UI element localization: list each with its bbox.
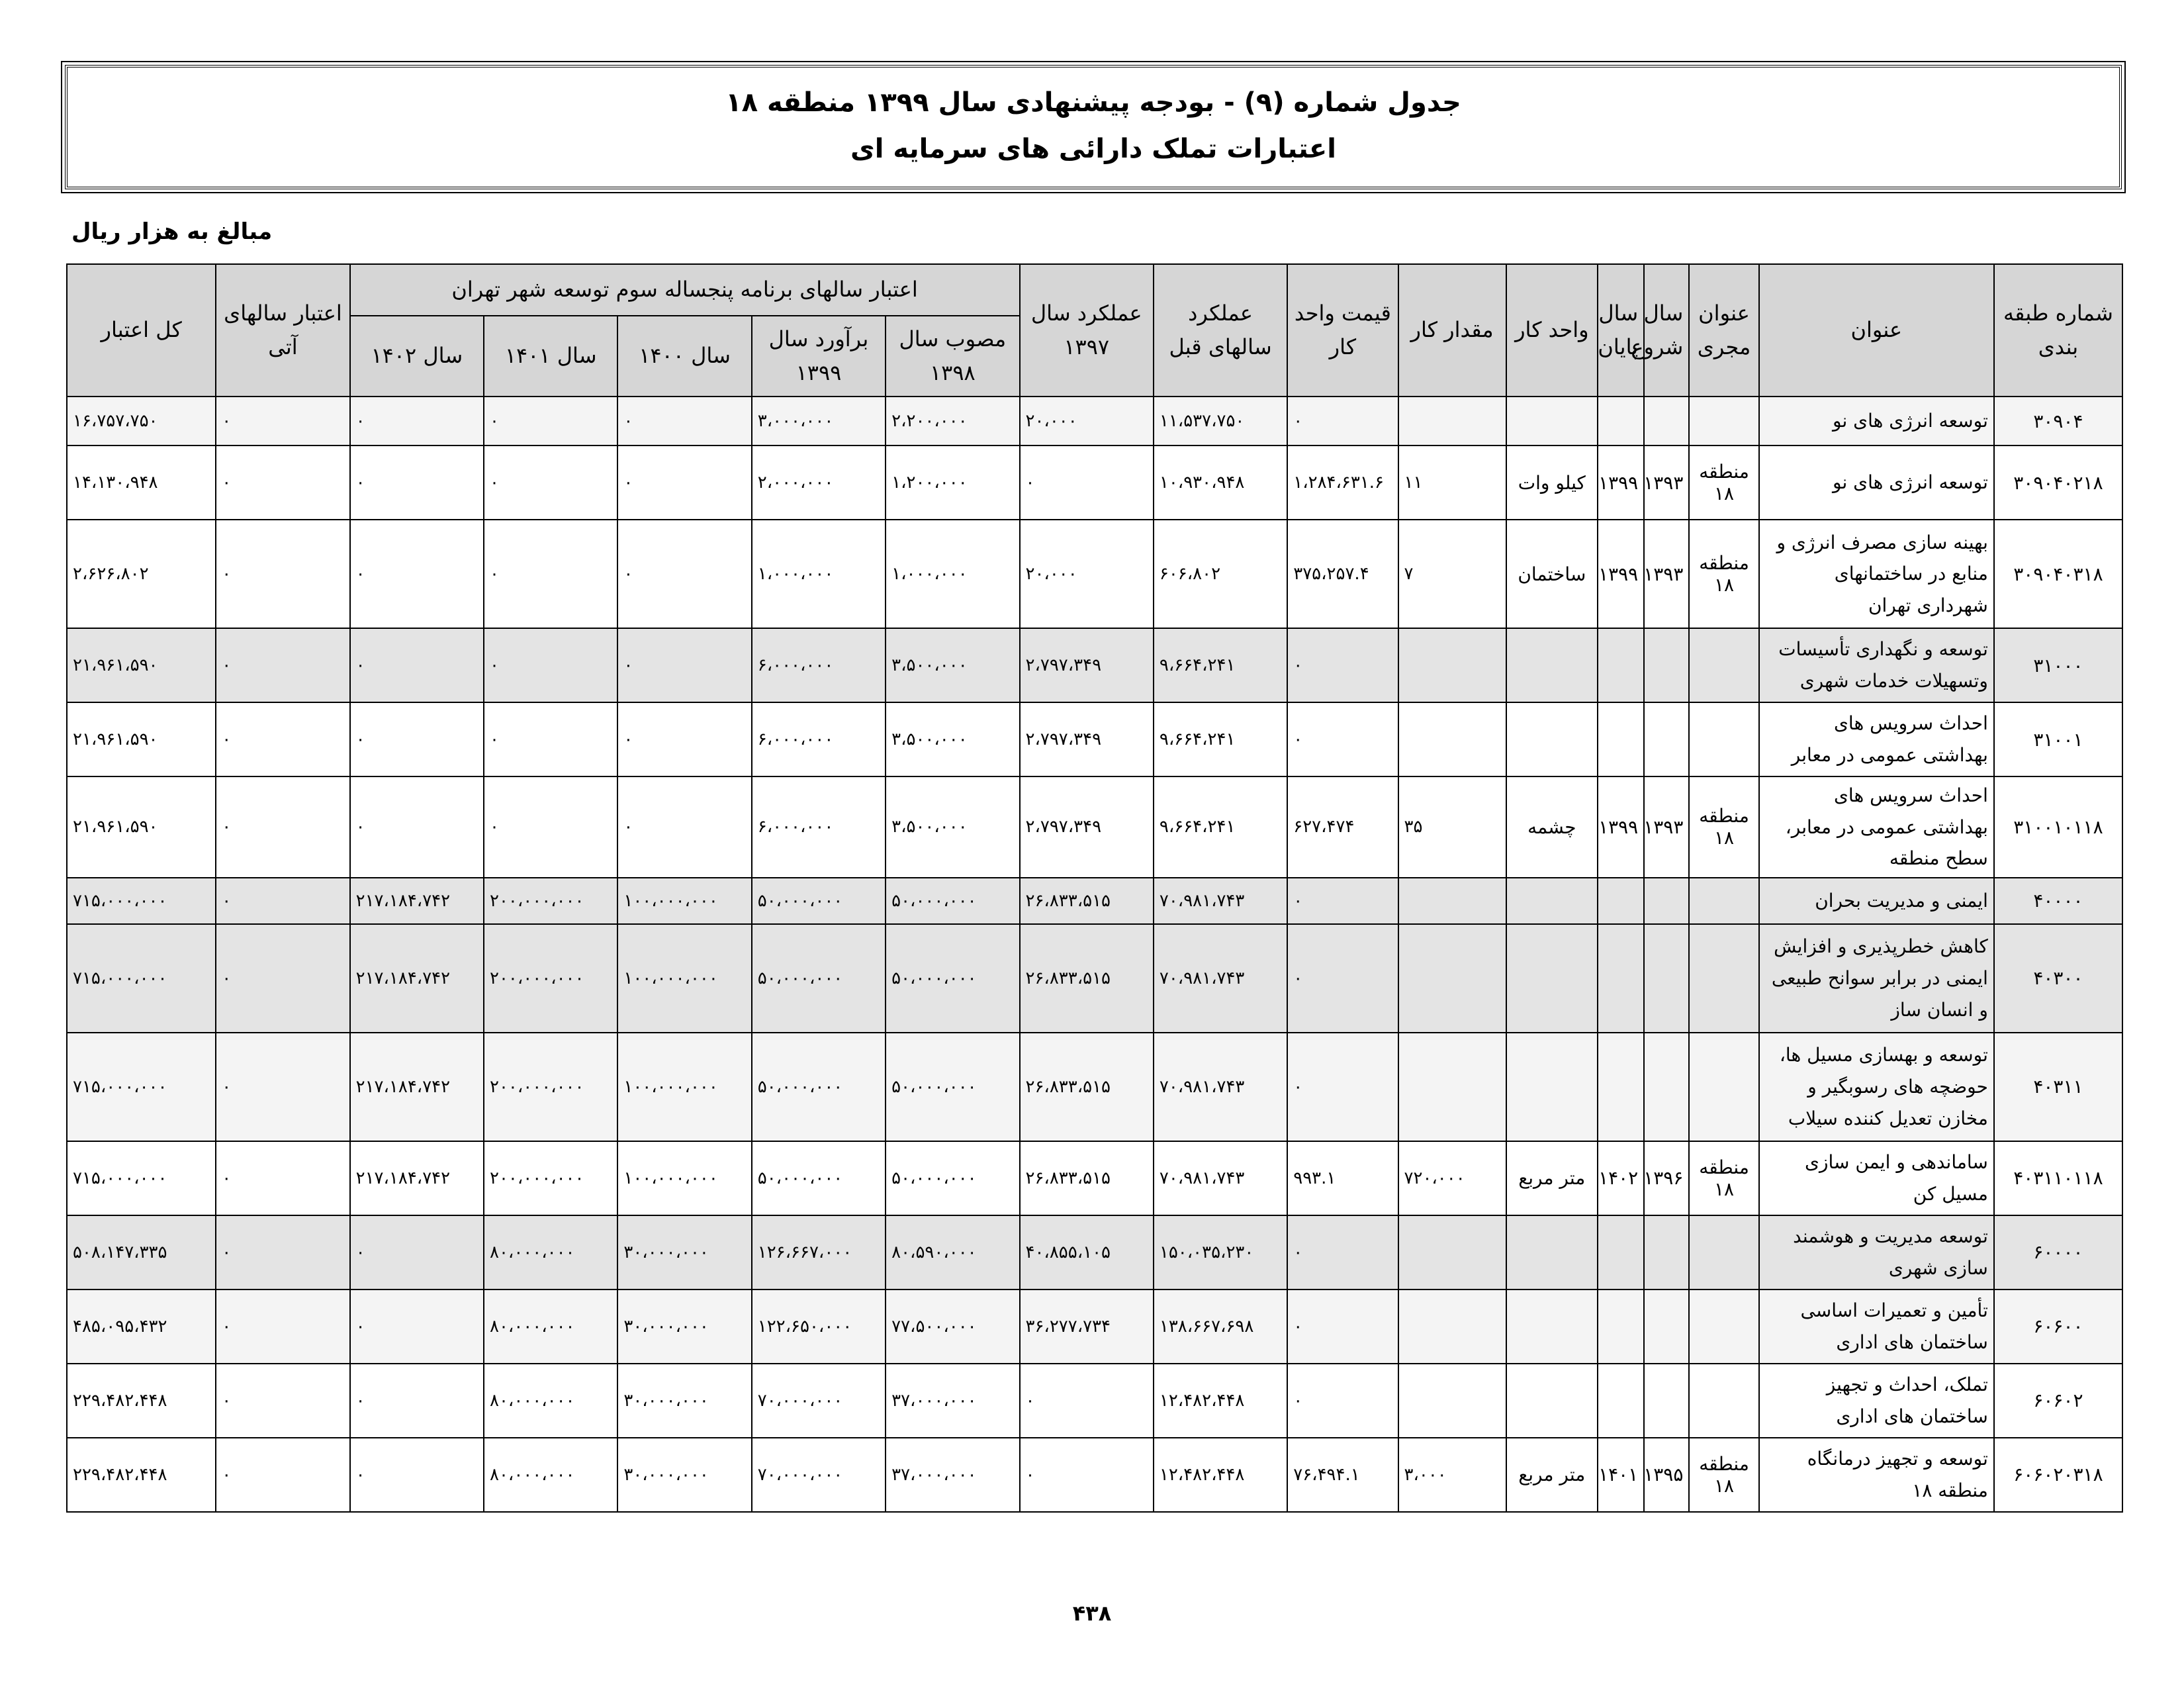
row-start-year: ۱۳۹۳ [1644,520,1689,628]
row-approved-1398: ۳،۵۰۰،۰۰۰ [886,776,1019,878]
row-code: ۴۰۰۰۰ [1994,878,2122,924]
row-code: ۳۱۰۰۱۰۱۱۸ [1994,776,2122,878]
row-executor [1689,1215,1758,1289]
row-title: ایمنی و مدیریت بحران [1759,878,1994,924]
row-unit-price: ۶۲۷،۴۷۴ [1287,776,1398,878]
row-year-1402: ۰ [350,520,484,628]
header-performance-1397: عملکرد سال ۱۳۹۷ [1020,264,1154,397]
row-executor: منطقه ۱۸ [1689,520,1758,628]
row-work-amount: ۳،۰۰۰ [1398,1438,1506,1512]
row-work-unit [1506,397,1598,445]
row-end-year: ۱۳۹۹ [1598,520,1644,628]
row-executor [1689,628,1758,702]
row-end-year: ۱۳۹۹ [1598,445,1644,520]
row-estimate-1399: ۵۰،۰۰۰،۰۰۰ [752,878,886,924]
row-work-unit: متر مربع [1506,1438,1598,1512]
table-row [67,1438,2122,1512]
row-prev-performance: ۱۰،۹۳۰،۹۴۸ [1154,445,1287,520]
row-total: ۲۱،۹۶۱،۵۹۰ [67,628,216,702]
row-approved-1398: ۵۰،۰۰۰،۰۰۰ [886,1141,1019,1215]
row-start-year [1644,924,1689,1033]
row-start-year [1644,1289,1689,1364]
row-year-1400: ۰ [617,397,751,445]
row-year-1400: ۱۰۰،۰۰۰،۰۰۰ [617,1033,751,1141]
row-end-year [1598,628,1644,702]
table-row [67,776,2122,878]
row-future: ۰ [216,1033,349,1141]
row-future: ۰ [216,397,349,445]
row-start-year: ۱۳۹۳ [1644,445,1689,520]
row-end-year [1598,397,1644,445]
table-row [67,878,2122,924]
row-approved-1398: ۳۷،۰۰۰،۰۰۰ [886,1364,1019,1438]
row-year-1401: ۰ [484,397,617,445]
header-year-1401: سال ۱۴۰۱ [484,316,617,397]
row-prev-performance: ۱۱،۵۳۷،۷۵۰ [1154,397,1287,445]
row-estimate-1399: ۵۰،۰۰۰،۰۰۰ [752,924,886,1033]
row-performance-1397: ۲،۷۹۷،۳۴۹ [1020,776,1154,878]
row-work-unit: متر مربع [1506,1141,1598,1215]
row-unit-price: ۰ [1287,1364,1398,1438]
row-work-unit: کیلو وات [1506,445,1598,520]
row-title: توسعه انرژی های نو [1759,445,1994,520]
row-year-1400: ۱۰۰،۰۰۰،۰۰۰ [617,1141,751,1215]
row-work-amount: ۷ [1398,520,1506,628]
row-year-1402: ۰ [350,1438,484,1512]
row-unit-price: ۱،۲۸۴،۶۳۱.۶ [1287,445,1398,520]
header-prev-performance: عملکرد سالهای قبل [1154,264,1287,397]
row-future: ۰ [216,1438,349,1512]
row-end-year [1598,702,1644,776]
row-year-1402: ۰ [350,1364,484,1438]
row-future: ۰ [216,776,349,878]
row-prev-performance: ۱۳۸،۶۶۷،۶۹۸ [1154,1289,1287,1364]
row-year-1402: ۰ [350,397,484,445]
row-start-year [1644,878,1689,924]
table-row [67,628,2122,702]
row-future: ۰ [216,924,349,1033]
header-approved-1398: مصوب سال ۱۳۹۸ [886,316,1019,397]
row-executor [1689,1364,1758,1438]
table-subtitle: اعتبارات تملک دارائی های سرمایه ای [850,134,1336,164]
budget-table [66,263,2123,1513]
row-year-1402: ۲۱۷،۱۸۴،۷۴۲ [350,1033,484,1141]
row-year-1401: ۰ [484,776,617,878]
row-work-amount [1398,397,1506,445]
row-start-year [1644,1033,1689,1141]
row-executor [1689,924,1758,1033]
row-executor [1689,1289,1758,1364]
title-box [65,65,2122,189]
row-unit-price: ۹۹۳.۱ [1287,1141,1398,1215]
row-estimate-1399: ۱،۰۰۰،۰۰۰ [752,520,886,628]
row-start-year [1644,628,1689,702]
row-year-1402: ۰ [350,445,484,520]
row-year-1400: ۳۰،۰۰۰،۰۰۰ [617,1215,751,1289]
table-row [67,1141,2122,1215]
row-work-unit [1506,1364,1598,1438]
row-code: ۶۰۰۰۰ [1994,1215,2122,1289]
row-title: تملک، احداث و تجهیز ساختمان های اداری [1759,1364,1994,1438]
row-end-year [1598,1289,1644,1364]
row-year-1401: ۰ [484,628,617,702]
header-year-1402: سال ۱۴۰۲ [350,316,484,397]
row-year-1401: ۲۰۰،۰۰۰،۰۰۰ [484,1033,617,1141]
row-work-amount [1398,628,1506,702]
header-executor: عنوان مجری [1689,264,1758,397]
row-work-unit [1506,1289,1598,1364]
row-code: ۶۰۶۰۲ [1994,1364,2122,1438]
row-prev-performance: ۷۰،۹۸۱،۷۴۳ [1154,1141,1287,1215]
header-work-unit: واحد کار [1506,264,1598,397]
row-estimate-1399: ۱۲۶،۶۶۷،۰۰۰ [752,1215,886,1289]
row-year-1402: ۲۱۷،۱۸۴،۷۴۲ [350,878,484,924]
row-total: ۷۱۵،۰۰۰،۰۰۰ [67,1033,216,1141]
row-year-1400: ۰ [617,776,751,878]
row-code: ۳۰۹۰۴۰۳۱۸ [1994,520,2122,628]
row-unit-price: ۰ [1287,628,1398,702]
row-unit-price: ۰ [1287,397,1398,445]
row-end-year [1598,1364,1644,1438]
row-year-1401: ۸۰،۰۰۰،۰۰۰ [484,1364,617,1438]
row-year-1400: ۰ [617,702,751,776]
table-row [67,1033,2122,1141]
row-unit-price: ۰ [1287,878,1398,924]
row-total: ۴۸۵،۰۹۵،۴۳۲ [67,1289,216,1364]
row-approved-1398: ۷۷،۵۰۰،۰۰۰ [886,1289,1019,1364]
row-work-amount [1398,924,1506,1033]
row-work-amount [1398,1215,1506,1289]
row-performance-1397: ۲۶،۸۳۳،۵۱۵ [1020,924,1154,1033]
row-performance-1397: ۰ [1020,1364,1154,1438]
row-work-amount [1398,1364,1506,1438]
row-year-1401: ۸۰،۰۰۰،۰۰۰ [484,1289,617,1364]
row-title: توسعه مدیریت و هوشمند سازی شهری [1759,1215,1994,1289]
row-executor [1689,397,1758,445]
row-unit-price: ۰ [1287,1215,1398,1289]
row-performance-1397: ۴۰،۸۵۵،۱۰۵ [1020,1215,1154,1289]
row-start-year [1644,397,1689,445]
row-estimate-1399: ۷۰،۰۰۰،۰۰۰ [752,1438,886,1512]
row-performance-1397: ۲۰،۰۰۰ [1020,520,1154,628]
row-year-1401: ۸۰،۰۰۰،۰۰۰ [484,1438,617,1512]
row-code: ۴۰۳۰۰ [1994,924,2122,1033]
row-work-amount: ۷۲۰،۰۰۰ [1398,1141,1506,1215]
row-title: توسعه و بهسازی مسیل ها، حوضچه های رسوبگیر و مخازن تعدیل کننده سیلاب [1759,1033,1994,1141]
row-executor [1689,878,1758,924]
row-year-1400: ۳۰،۰۰۰،۰۰۰ [617,1438,751,1512]
row-year-1400: ۰ [617,520,751,628]
row-year-1402: ۲۱۷،۱۸۴،۷۴۲ [350,1141,484,1215]
row-work-unit: چشمه [1506,776,1598,878]
row-year-1402: ۰ [350,776,484,878]
row-performance-1397: ۰ [1020,1438,1154,1512]
row-approved-1398: ۵۰،۰۰۰،۰۰۰ [886,878,1019,924]
row-future: ۰ [216,520,349,628]
row-year-1402: ۰ [350,702,484,776]
row-work-amount [1398,702,1506,776]
row-estimate-1399: ۶،۰۰۰،۰۰۰ [752,702,886,776]
row-work-unit [1506,1215,1598,1289]
row-estimate-1399: ۱۲۲،۶۵۰،۰۰۰ [752,1289,886,1364]
table-row [67,445,2122,520]
row-performance-1397: ۰ [1020,445,1154,520]
unit-note: مبالغ به هزار ریال [71,218,273,245]
row-performance-1397: ۲۰،۰۰۰ [1020,397,1154,445]
row-performance-1397: ۲،۷۹۷،۳۴۹ [1020,628,1154,702]
row-title: توسعه انرژی های نو [1759,397,1994,445]
row-year-1402: ۲۱۷،۱۸۴،۷۴۲ [350,924,484,1033]
header-estimate-1399: برآورد سال ۱۳۹۹ [752,316,886,397]
row-approved-1398: ۸۰،۵۹۰،۰۰۰ [886,1215,1019,1289]
row-year-1401: ۲۰۰،۰۰۰،۰۰۰ [484,878,617,924]
row-work-amount: ۳۵ [1398,776,1506,878]
row-prev-performance: ۱۵۰،۰۳۵،۲۳۰ [1154,1215,1287,1289]
row-estimate-1399: ۵۰،۰۰۰،۰۰۰ [752,1141,886,1215]
row-title: توسعه و نگهداری تأسیسات وتسهیلات خدمات شهری [1759,628,1994,702]
header-plan-group: اعتبار سالهای برنامه پنجساله سوم توسعه شهر تهران [350,264,1020,316]
row-total: ۲۲۹،۴۸۲،۴۴۸ [67,1364,216,1438]
row-approved-1398: ۳،۵۰۰،۰۰۰ [886,702,1019,776]
row-code: ۴۰۳۱۱ [1994,1033,2122,1141]
row-year-1402: ۰ [350,1289,484,1364]
row-title: کاهش خطرپذیری و افزایش ایمنی در برابر سوانح طبیعی و انسان ساز [1759,924,1994,1033]
row-prev-performance: ۹،۶۶۴،۲۴۱ [1154,776,1287,878]
row-code: ۴۰۳۱۱۰۱۱۸ [1994,1141,2122,1215]
header-unit-price: قیمت واحد کار [1287,264,1398,397]
row-total: ۱۴،۱۳۰،۹۴۸ [67,445,216,520]
row-year-1401: ۸۰،۰۰۰،۰۰۰ [484,1215,617,1289]
row-work-unit [1506,702,1598,776]
row-code: ۳۱۰۰۱ [1994,702,2122,776]
row-estimate-1399: ۳،۰۰۰،۰۰۰ [752,397,886,445]
header-code: شماره طبقه بندی [1994,264,2122,397]
row-start-year [1644,1364,1689,1438]
row-year-1400: ۱۰۰،۰۰۰،۰۰۰ [617,924,751,1033]
row-title: تأمین و تعمیرات اساسی ساختمان های اداری [1759,1289,1994,1364]
table-row [67,1215,2122,1289]
row-total: ۲۱،۹۶۱،۵۹۰ [67,702,216,776]
row-total: ۲۲۹،۴۸۲،۴۴۸ [67,1438,216,1512]
header-future: اعتبار سالهای آتی [216,264,349,397]
row-code: ۶۰۶۰۲۰۳۱۸ [1994,1438,2122,1512]
row-total: ۵۰۸،۱۴۷،۳۳۵ [67,1215,216,1289]
row-performance-1397: ۲۶،۸۳۳،۵۱۵ [1020,1141,1154,1215]
row-executor: منطقه ۱۸ [1689,1141,1758,1215]
row-approved-1398: ۳،۵۰۰،۰۰۰ [886,628,1019,702]
row-unit-price: ۳۷۵،۲۵۷.۴ [1287,520,1398,628]
row-unit-price: ۰ [1287,1033,1398,1141]
row-end-year: ۱۳۹۹ [1598,776,1644,878]
row-future: ۰ [216,628,349,702]
row-year-1401: ۰ [484,520,617,628]
row-end-year: ۱۴۰۲ [1598,1141,1644,1215]
row-unit-price: ۰ [1287,924,1398,1033]
row-start-year: ۱۳۹۵ [1644,1438,1689,1512]
header-start-year: سال شروع [1644,264,1689,397]
row-prev-performance: ۷۰،۹۸۱،۷۴۳ [1154,924,1287,1033]
row-year-1402: ۰ [350,1215,484,1289]
row-executor: منطقه ۱۸ [1689,1438,1758,1512]
row-work-unit [1506,924,1598,1033]
row-future: ۰ [216,1289,349,1364]
row-future: ۰ [216,445,349,520]
header-title: عنوان [1759,264,1994,397]
header-year-1400: سال ۱۴۰۰ [617,316,751,397]
row-performance-1397: ۲۶،۸۳۳،۵۱۵ [1020,878,1154,924]
row-future: ۰ [216,878,349,924]
row-total: ۷۱۵،۰۰۰،۰۰۰ [67,878,216,924]
row-year-1401: ۲۰۰،۰۰۰،۰۰۰ [484,924,617,1033]
row-prev-performance: ۶۰۶،۸۰۲ [1154,520,1287,628]
row-year-1401: ۰ [484,702,617,776]
header-work-amount: مقدار کار [1398,264,1506,397]
row-executor: منطقه ۱۸ [1689,445,1758,520]
row-total: ۱۶،۷۵۷،۷۵۰ [67,397,216,445]
row-end-year [1598,1033,1644,1141]
table-row [67,1364,2122,1438]
row-work-unit [1506,1033,1598,1141]
row-estimate-1399: ۵۰،۰۰۰،۰۰۰ [752,1033,886,1141]
row-code: ۳۱۰۰۰ [1994,628,2122,702]
row-year-1400: ۱۰۰،۰۰۰،۰۰۰ [617,878,751,924]
row-total: ۷۱۵،۰۰۰،۰۰۰ [67,924,216,1033]
row-year-1401: ۲۰۰،۰۰۰،۰۰۰ [484,1141,617,1215]
row-prev-performance: ۷۰،۹۸۱،۷۴۳ [1154,878,1287,924]
table-row [67,924,2122,1033]
row-approved-1398: ۵۰،۰۰۰،۰۰۰ [886,1033,1019,1141]
row-title: احداث سرویس های بهداشتی عمومی در معابر، سطح منطقه [1759,776,1994,878]
row-end-year [1598,878,1644,924]
row-executor [1689,702,1758,776]
row-start-year: ۱۳۹۳ [1644,776,1689,878]
row-start-year: ۱۳۹۶ [1644,1141,1689,1215]
row-work-unit [1506,628,1598,702]
row-executor [1689,1033,1758,1141]
row-prev-performance: ۱۲،۴۸۲،۴۴۸ [1154,1364,1287,1438]
row-work-amount [1398,1289,1506,1364]
row-approved-1398: ۱،۰۰۰،۰۰۰ [886,520,1019,628]
row-title: بهینه سازی مصرف انرژی و منابع در ساختمانهای شهرداری تهران [1759,520,1994,628]
row-total: ۲،۶۲۶،۸۰۲ [67,520,216,628]
row-estimate-1399: ۶،۰۰۰،۰۰۰ [752,776,886,878]
row-year-1400: ۳۰،۰۰۰،۰۰۰ [617,1364,751,1438]
row-total: ۲۱،۹۶۱،۵۹۰ [67,776,216,878]
table-row [67,702,2122,776]
table-row [67,520,2122,628]
row-approved-1398: ۱،۲۰۰،۰۰۰ [886,445,1019,520]
row-unit-price: ۰ [1287,702,1398,776]
row-prev-performance: ۷۰،۹۸۱،۷۴۳ [1154,1033,1287,1141]
row-end-year: ۱۴۰۱ [1598,1438,1644,1512]
row-work-unit [1506,878,1598,924]
row-end-year [1598,1215,1644,1289]
page-number: ۴۳۸ [1072,1601,1112,1626]
table-title: جدول شماره (۹) - بودجه پیشنهادی سال ۱۳۹۹ منطقه ۱۸ [725,87,1461,118]
row-total: ۷۱۵،۰۰۰،۰۰۰ [67,1141,216,1215]
row-estimate-1399: ۷۰،۰۰۰،۰۰۰ [752,1364,886,1438]
row-unit-price: ۷۶،۴۹۴.۱ [1287,1438,1398,1512]
row-year-1402: ۰ [350,628,484,702]
row-work-amount [1398,878,1506,924]
row-prev-performance: ۱۲،۴۸۲،۴۴۸ [1154,1438,1287,1512]
row-executor: منطقه ۱۸ [1689,776,1758,878]
row-future: ۰ [216,1215,349,1289]
row-prev-performance: ۹،۶۶۴،۲۴۱ [1154,628,1287,702]
row-work-amount [1398,1033,1506,1141]
row-start-year [1644,702,1689,776]
row-title: ساماندهی و ایمن سازی مسیل کن [1759,1141,1994,1215]
row-year-1400: ۰ [617,445,751,520]
row-work-unit: ساختمان [1506,520,1598,628]
row-performance-1397: ۲،۷۹۷،۳۴۹ [1020,702,1154,776]
table-row [67,1289,2122,1364]
table-row [67,397,2122,445]
row-future: ۰ [216,702,349,776]
row-future: ۰ [216,1141,349,1215]
header-end-year: سال پایان [1598,264,1644,397]
row-end-year [1598,924,1644,1033]
row-title: احداث سرویس های بهداشتی عمومی در معابر [1759,702,1994,776]
row-year-1400: ۰ [617,628,751,702]
row-title: توسعه و تجهیز درمانگاه منطقه ۱۸ [1759,1438,1994,1512]
row-estimate-1399: ۲،۰۰۰،۰۰۰ [752,445,886,520]
row-estimate-1399: ۶،۰۰۰،۰۰۰ [752,628,886,702]
row-work-amount: ۱۱ [1398,445,1506,520]
row-start-year [1644,1215,1689,1289]
row-performance-1397: ۳۶،۲۷۷،۷۳۴ [1020,1289,1154,1364]
row-code: ۶۰۶۰۰ [1994,1289,2122,1364]
row-approved-1398: ۳۷،۰۰۰،۰۰۰ [886,1438,1019,1512]
row-performance-1397: ۲۶،۸۳۳،۵۱۵ [1020,1033,1154,1141]
row-unit-price: ۰ [1287,1289,1398,1364]
header-total: کل اعتبار [67,264,216,397]
row-year-1401: ۰ [484,445,617,520]
row-code: ۳۰۹۰۴۰۲۱۸ [1994,445,2122,520]
row-prev-performance: ۹،۶۶۴،۲۴۱ [1154,702,1287,776]
row-future: ۰ [216,1364,349,1438]
row-year-1400: ۳۰،۰۰۰،۰۰۰ [617,1289,751,1364]
row-code: ۳۰۹۰۴ [1994,397,2122,445]
row-approved-1398: ۵۰،۰۰۰،۰۰۰ [886,924,1019,1033]
row-approved-1398: ۲،۲۰۰،۰۰۰ [886,397,1019,445]
